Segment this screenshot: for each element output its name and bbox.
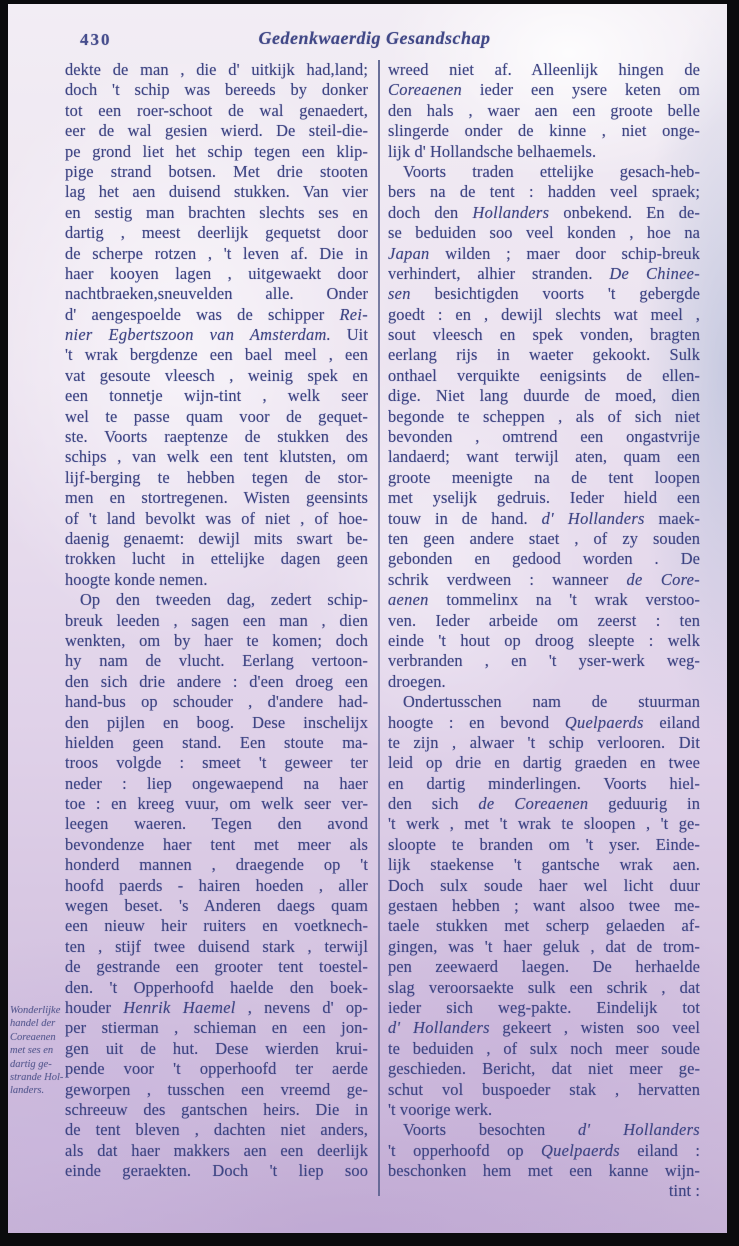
italic-name-text: Hollanders [472, 202, 550, 222]
text-line [65, 1039, 368, 1059]
body-text: Doch sulx soude haer wel licht duur [388, 875, 700, 895]
text-line [65, 937, 368, 957]
left-column [65, 60, 368, 1181]
body-text: lijf-berging te hebben tegen de stor- [65, 467, 368, 487]
body-text: 't opperhoofd op [388, 1140, 542, 1160]
body-text: slag veroorsaekte sulk een schrik , dat [388, 977, 700, 997]
text-line [65, 284, 368, 304]
body-text: troos volgde : smeet 't geweer ter [65, 753, 368, 773]
text-line [65, 60, 368, 80]
body-text: gingen, was 't haer geluk , dat de trom- [388, 936, 700, 956]
text-line [65, 998, 368, 1018]
text-line [65, 794, 368, 814]
text-line [65, 1018, 368, 1038]
text-line [65, 549, 368, 569]
body-text: 't voorige werk. [388, 1099, 493, 1119]
text-line [65, 345, 368, 365]
margin-note-line: Coreaenen [10, 1031, 56, 1043]
body-text: touw in de hand. [388, 508, 542, 528]
text-line [388, 1120, 700, 1140]
italic-name-text: Rei- [339, 304, 368, 324]
body-text: ste. Voorts raeptenze de stukken des [65, 427, 368, 447]
text-line [65, 876, 368, 896]
text-line [388, 121, 700, 141]
body-text: gekeert , wisten soo veel [489, 1018, 700, 1038]
text-line [388, 651, 700, 671]
italic-name-text: de Core- [626, 569, 700, 589]
text-line [65, 570, 368, 590]
text-line [388, 855, 700, 875]
body-text: houder [65, 997, 124, 1017]
text-line [65, 672, 368, 692]
text-line [65, 590, 368, 610]
body-text: den sich [388, 794, 479, 814]
body-text: droegen. [388, 671, 446, 691]
text-line [388, 1141, 700, 1161]
body-text: doch den [388, 202, 473, 222]
text-line [388, 570, 700, 590]
body-text: goedt : en , dewijl slechts wat meel , [388, 304, 700, 324]
body-text: tint : [668, 1181, 700, 1201]
body-text: geduurig in [588, 794, 700, 814]
body-text: hand-bus op schouder , d'andere had- [65, 692, 368, 712]
body-text: einde geraekten. Doch 't liep soo [65, 1161, 368, 1181]
text-line [65, 733, 368, 753]
body-text: wilden ; maer door schip-breuk [429, 243, 700, 263]
text-line [388, 468, 700, 488]
text-line [388, 1181, 700, 1201]
body-text: en sestig man brachten slechts ses en [65, 202, 368, 222]
body-text: breuk leeden , sagen een man , dien [65, 610, 368, 630]
body-text: verbranden , en 't yser-werk weg- [388, 651, 700, 671]
body-text: den sich drie andere : d'een droeg een [65, 671, 368, 691]
body-text: einde 't hout op droog sleepte : welk [388, 630, 700, 650]
text-line [388, 753, 700, 773]
body-text: te zijn , alwaer 't schip verlooren. Dit [388, 732, 700, 752]
body-text: sout vleesch en spek vonden, bragten [388, 325, 700, 345]
text-line [65, 814, 368, 834]
body-text: een nieuw heir ruiters en voetknech- [65, 916, 368, 936]
body-text: gebonden en gedood worden . De [388, 549, 700, 569]
text-line [65, 713, 368, 733]
body-text: of 't land bevolkt was of niet , of hoe- [65, 508, 368, 528]
body-text: bevonden , omtrend een ongastvrije [388, 427, 700, 447]
text-line [65, 1100, 368, 1120]
margin-note-line: dartig ge- [10, 1058, 52, 1070]
text-line [388, 896, 700, 916]
body-text: tot een roer-schoot de wal genaedert, [65, 100, 368, 120]
text-line [388, 1161, 700, 1181]
text-line [65, 1141, 368, 1161]
text-line [388, 305, 700, 325]
text-line [388, 80, 700, 100]
body-text: Voorts traden ettelijke gesach-heb- [403, 161, 700, 181]
text-line [65, 631, 368, 651]
text-line [65, 855, 368, 875]
text-line [65, 366, 368, 386]
text-line [388, 692, 700, 712]
body-text: lag het aen duisend stukken. Van vier [65, 182, 368, 202]
text-line [388, 244, 700, 264]
body-text: als dat haer makkers aen een deerlijk [65, 1140, 368, 1160]
text-line [65, 264, 368, 284]
text-line [388, 978, 700, 998]
body-text: hielden geen stand. Een stoute ma- [65, 732, 368, 752]
text-line [388, 142, 700, 162]
body-text: den. 't Opperhoofd haelde den boek- [65, 977, 368, 997]
body-text: hoofd paerds - hairen hoeden , aller [65, 875, 368, 895]
body-text: leid op drie en dartig graeden en twee [388, 753, 700, 773]
margin-note-line: strande Hol- [10, 1072, 64, 1084]
text-line [388, 345, 700, 365]
body-text: gen uit de hut. Dese wierden krui- [65, 1038, 368, 1058]
body-text: schreeuw des gantschen heirs. Die in [65, 1099, 368, 1119]
body-text: eiland [643, 712, 700, 732]
body-text: sloopte te branden om 't yser. Einde- [388, 834, 700, 854]
body-text: slingerde onder de kinne , niet onge- [388, 121, 700, 141]
body-text: den hals , waer aen een groote belle [388, 100, 700, 120]
body-text: den pijlen en boog. Dese inschelijx [65, 712, 368, 732]
italic-name-text: de Coreaenen [478, 794, 589, 814]
text-line [65, 305, 368, 325]
body-text: doch 't schip was bereeds by donker [65, 80, 368, 100]
text-line [388, 998, 700, 1018]
body-text: ven. Ieder arbeide om zeerst : ten [388, 610, 700, 630]
text-line [388, 60, 700, 80]
body-text: daenig genaemt: dewijl mits swart be- [65, 528, 368, 548]
text-line [388, 1059, 700, 1079]
text-line [388, 1080, 700, 1100]
text-line [388, 957, 700, 977]
text-line [65, 447, 368, 467]
book-page [8, 4, 727, 1233]
text-line [388, 916, 700, 936]
text-line [388, 794, 700, 814]
text-line [65, 142, 368, 162]
body-text: pige strand botsen. Met drie stooten [65, 161, 368, 181]
italic-name-text: nier Egbertszoon van Amsterdam. [65, 325, 332, 345]
text-line [65, 651, 368, 671]
margin-note-line: landers. [10, 1085, 45, 1097]
body-text: ten , stijf twee duisend stark , terwijl [65, 936, 368, 956]
body-text: hoogte konde nemen. [65, 569, 208, 589]
text-line [388, 713, 700, 733]
text-line [388, 162, 700, 182]
body-text: wegen beset. 's Anderen daegs quam [65, 896, 368, 916]
text-line [65, 1120, 368, 1140]
text-line [65, 774, 368, 794]
text-line [388, 427, 700, 447]
italic-name-text: aenen [388, 590, 429, 610]
text-line [388, 733, 700, 753]
body-text: wel te passe quam voor de gequet- [65, 406, 368, 426]
body-text: dige. Niet lang duurde de moed, dien [388, 386, 700, 406]
italic-name-text: d' Hollanders [578, 1120, 700, 1140]
text-line [65, 1059, 368, 1079]
body-text: verhindert, alhier stranden. [388, 263, 610, 283]
italic-name-text: Japan [388, 243, 430, 263]
italic-name-text: Coreaenen [388, 80, 463, 100]
body-text: hoogte : en bevond [388, 712, 565, 732]
running-title: Gedenkwaerdig Gesandschap [258, 28, 491, 48]
text-line [65, 509, 368, 529]
body-text: Uit [331, 325, 368, 345]
text-line [65, 611, 368, 631]
text-line [388, 407, 700, 427]
text-line [388, 549, 700, 569]
text-line [65, 753, 368, 773]
italic-name-text: Quelpaerds [564, 712, 644, 732]
text-line [388, 529, 700, 549]
body-text: , nevens d' op- [235, 997, 368, 1017]
italic-name-text: De Chinee- [609, 263, 700, 283]
text-line [388, 325, 700, 345]
text-line [388, 835, 700, 855]
body-text: eiland : [619, 1140, 700, 1160]
body-text: wreed niet af. Alleenlijk hingen de [388, 60, 700, 79]
page-number: 430 [80, 30, 112, 49]
text-line [65, 1080, 368, 1100]
italic-name-text: sen [388, 284, 411, 304]
text-line [388, 1100, 700, 1120]
margin-note-line: met ses en [10, 1045, 54, 1057]
text-line [65, 80, 368, 100]
body-text: ieder een ysere keten om [462, 80, 700, 100]
body-text: ten geen andere staet , of zy souden [388, 528, 700, 548]
text-line [65, 386, 368, 406]
text-line [388, 774, 700, 794]
body-text: 't wrak bergdenze een bael meel , een [65, 345, 368, 365]
body-text: neder : liep ongewaepend na haer [65, 773, 368, 793]
text-line [388, 590, 700, 610]
body-text: men en stortregenen. Wisten geensints [65, 488, 368, 508]
text-line [388, 447, 700, 467]
text-line [65, 223, 368, 243]
body-text: de tent bleven , dachten niet anders, [65, 1120, 368, 1140]
body-text: haer kooyen lagen , uitgewaekt door [65, 263, 368, 283]
text-line [388, 223, 700, 243]
body-text: d' aengespoelde was de schipper [65, 304, 340, 324]
italic-name-text: d' Hollanders [541, 508, 645, 528]
italic-name-text: Quelpaerds [541, 1140, 620, 1160]
text-line [65, 488, 368, 508]
text-line [388, 509, 700, 529]
body-text: pen zeewaerd laegen. De herhaelde [388, 957, 700, 977]
body-text: pende voor 't opperhoofd ter aerde [65, 1059, 368, 1079]
body-text: hy nam de vlucht. Eerlang vertoon- [65, 651, 368, 671]
body-text: vat gesoute vleesch , weinig spek en [65, 365, 368, 385]
body-text: te beduiden , of sulx noch meer soude [388, 1038, 700, 1058]
body-text: de gestrande een grooter tent toestel- [65, 957, 368, 977]
body-text: lijk staekense 't gantsche wrak aen. [388, 855, 700, 875]
body-text: Op den tweeden dag, zedert schip- [80, 590, 368, 610]
body-text: Ondertusschen nam de stuurman [403, 692, 700, 712]
text-line [388, 264, 700, 284]
body-text: onbekend. En de- [549, 202, 700, 222]
text-line [65, 427, 368, 447]
body-text: Voorts besochten [403, 1120, 578, 1140]
body-text: bevondenze haer tent met meer als [65, 834, 368, 854]
body-text: groote meenigte na de tent loopen [388, 467, 700, 487]
text-line [388, 488, 700, 508]
italic-name-text: Henrik Haemel [123, 997, 236, 1017]
body-text: se beduiden soo veel konden , hoe na [388, 223, 700, 243]
body-text: lijk d' Hollandsche belhaemels. [388, 141, 597, 161]
body-text: tommelinx na 't wrak verstoo- [428, 590, 700, 610]
margin-note [10, 1004, 66, 1098]
italic-name-text: d' Hollanders [388, 1018, 490, 1038]
body-text: taele stukken met scherp gelaeden af- [388, 916, 700, 936]
text-line [388, 937, 700, 957]
text-line [388, 876, 700, 896]
body-text: beschonken hem met een kanne wijn- [388, 1161, 700, 1181]
text-line [65, 203, 368, 223]
body-text: 't werk , met 't wrak te sloopen , 't ge- [388, 814, 700, 834]
body-text: landaerd; want terwijl aten, quam een [388, 447, 700, 467]
text-line [65, 121, 368, 141]
text-line [65, 529, 368, 549]
text-line [65, 162, 368, 182]
text-line [388, 814, 700, 834]
body-text: schut vol buspoeder stak , hervatten [388, 1079, 700, 1099]
body-text: begonde te scheppen , als of sich niet [388, 406, 700, 426]
body-text: eerlang rijs in waeter gekookt. Sulk [388, 345, 700, 365]
body-text: trokken lucht in ettelijke dagen geen [65, 549, 368, 569]
text-line [65, 1161, 368, 1181]
body-text: pe grond liet het schip tegen een klip- [65, 141, 368, 161]
body-text: maek- [644, 508, 700, 528]
text-line [65, 835, 368, 855]
body-text: honderd mannen , draegende op 't [65, 855, 368, 875]
body-text: de scherpe rotzen , 't leven af. Die in [65, 243, 368, 263]
text-line [388, 672, 700, 692]
body-text: en dartig minderlingen. Voorts hiel- [388, 773, 700, 793]
body-text: dartig , meest deerlijk gequetst door [65, 223, 368, 243]
body-text: toe : en kreeg vuur, om welk seer ver- [65, 794, 368, 814]
body-text: onthael verquikte eenigsints de ellen- [388, 365, 700, 385]
body-text: wenkten, om by haer te komen; doch [65, 630, 368, 650]
text-line [388, 366, 700, 386]
body-text: gestaen hebben ; want alsoo twee me- [388, 896, 700, 916]
body-text: een tonnetje wijn-tint , welk seer [65, 386, 368, 406]
body-text: schips , van welk een tent klutsten, om [65, 447, 368, 467]
text-line [65, 101, 368, 121]
body-text: geschieden. Bericht, dat niet meer ge- [388, 1059, 700, 1079]
text-line [388, 631, 700, 651]
body-text: eer de wal gesien wierd. De steil-die- [65, 121, 368, 141]
text-line [388, 284, 700, 304]
body-text: met yselijk gedruis. Ieder hield een [388, 488, 700, 508]
right-column [388, 60, 700, 1202]
text-line [65, 244, 368, 264]
text-line [65, 468, 368, 488]
text-line [65, 978, 368, 998]
text-line [65, 692, 368, 712]
text-line [65, 407, 368, 427]
text-line [65, 916, 368, 936]
body-text: dekte de man , die d' uitkijk had,land; [65, 60, 368, 79]
text-line [388, 101, 700, 121]
body-text: bers na de tent : hadden veel spraek; [388, 182, 700, 202]
body-text: geworpen , tusschen een vreemd ge- [65, 1079, 368, 1099]
text-line [388, 1018, 700, 1038]
text-line [388, 611, 700, 631]
text-line [65, 896, 368, 916]
body-text: nachtbraeken,sneuvelden alle. Onder [65, 284, 368, 304]
body-text: ieder sich weg-pakte. Eindelijk tot [388, 997, 700, 1017]
text-line [388, 1039, 700, 1059]
text-line [65, 957, 368, 977]
margin-note-line: Wonderlijke [10, 1005, 61, 1016]
body-text: leegen waeren. Tegen den avond [65, 814, 368, 834]
margin-note-line: handel der [10, 1018, 56, 1030]
text-line [65, 325, 368, 345]
text-line [388, 386, 700, 406]
body-text: besichtigden voorts 't gebergde [410, 284, 700, 304]
body-text: schrik verdween : wanneer [388, 569, 627, 589]
body-text: per stierman , schieman en een jon- [65, 1018, 368, 1038]
column-divider [378, 60, 380, 1196]
text-line [388, 203, 700, 223]
text-line [65, 182, 368, 202]
text-line [388, 182, 700, 202]
